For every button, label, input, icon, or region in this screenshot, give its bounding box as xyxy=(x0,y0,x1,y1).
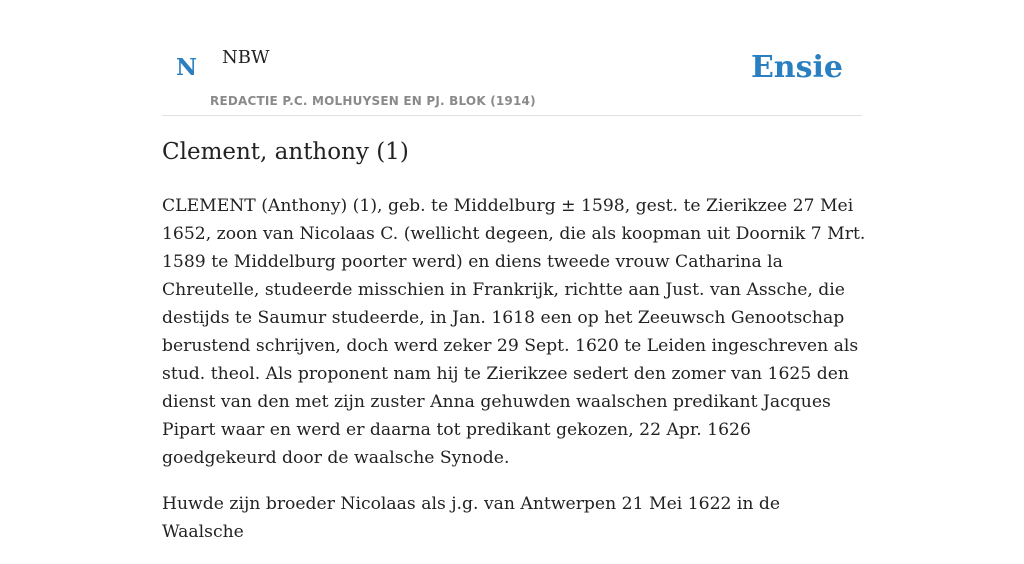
article-paragraph-1: CLEMENT (Anthony) (1), geb. te Middelburg ± 1598, gest. te Zierikzee 27 Mei 1652, zoon van Nicolaas C. (wellicht degeen, die als koopman uit Doornik 7 Mrt. 1589 te Middelburg poorter werd) en diens tweede vrouw Catharina la Chreutelle, studeerde misschien in Frankrijk, richtte aan Just. van Assche, die destijds te Saumur studeerde, in Jan. 1618 een op het Zeeuwsch Genootschap berustend schrijven, doch werd zeker 29 Sept. 1620 te Leiden ingeschreven als stud. theol. Als proponent nam hij te Zierikzee sedert den zomer van 1625 den dienst van den met zijn zuster Anna gehuwden waalschen predikant Jacques Pipart waar en werd er daarna tot predikant gekozen, 22 Apr. 1626 goedgekeurd door de waalsche Synode. xyxy=(162,196,866,468)
source-header xyxy=(162,40,862,116)
brand-logo[interactable]: Ensie xyxy=(750,50,843,85)
source-logo[interactable]: N xyxy=(176,54,198,81)
article-title: Clement, anthony (1) xyxy=(162,139,409,165)
source-name[interactable]: NBW xyxy=(222,47,270,68)
article-paragraph-2: Huwde zijn broeder Nicolaas als j.g. van Antwerpen 21 Mei 1622 in de Waalsche xyxy=(162,494,781,542)
article-body xyxy=(162,192,866,564)
source-subtitle: REDACTIE P.C. MOLHUYSEN EN PJ. BLOK (1914) xyxy=(210,94,536,108)
